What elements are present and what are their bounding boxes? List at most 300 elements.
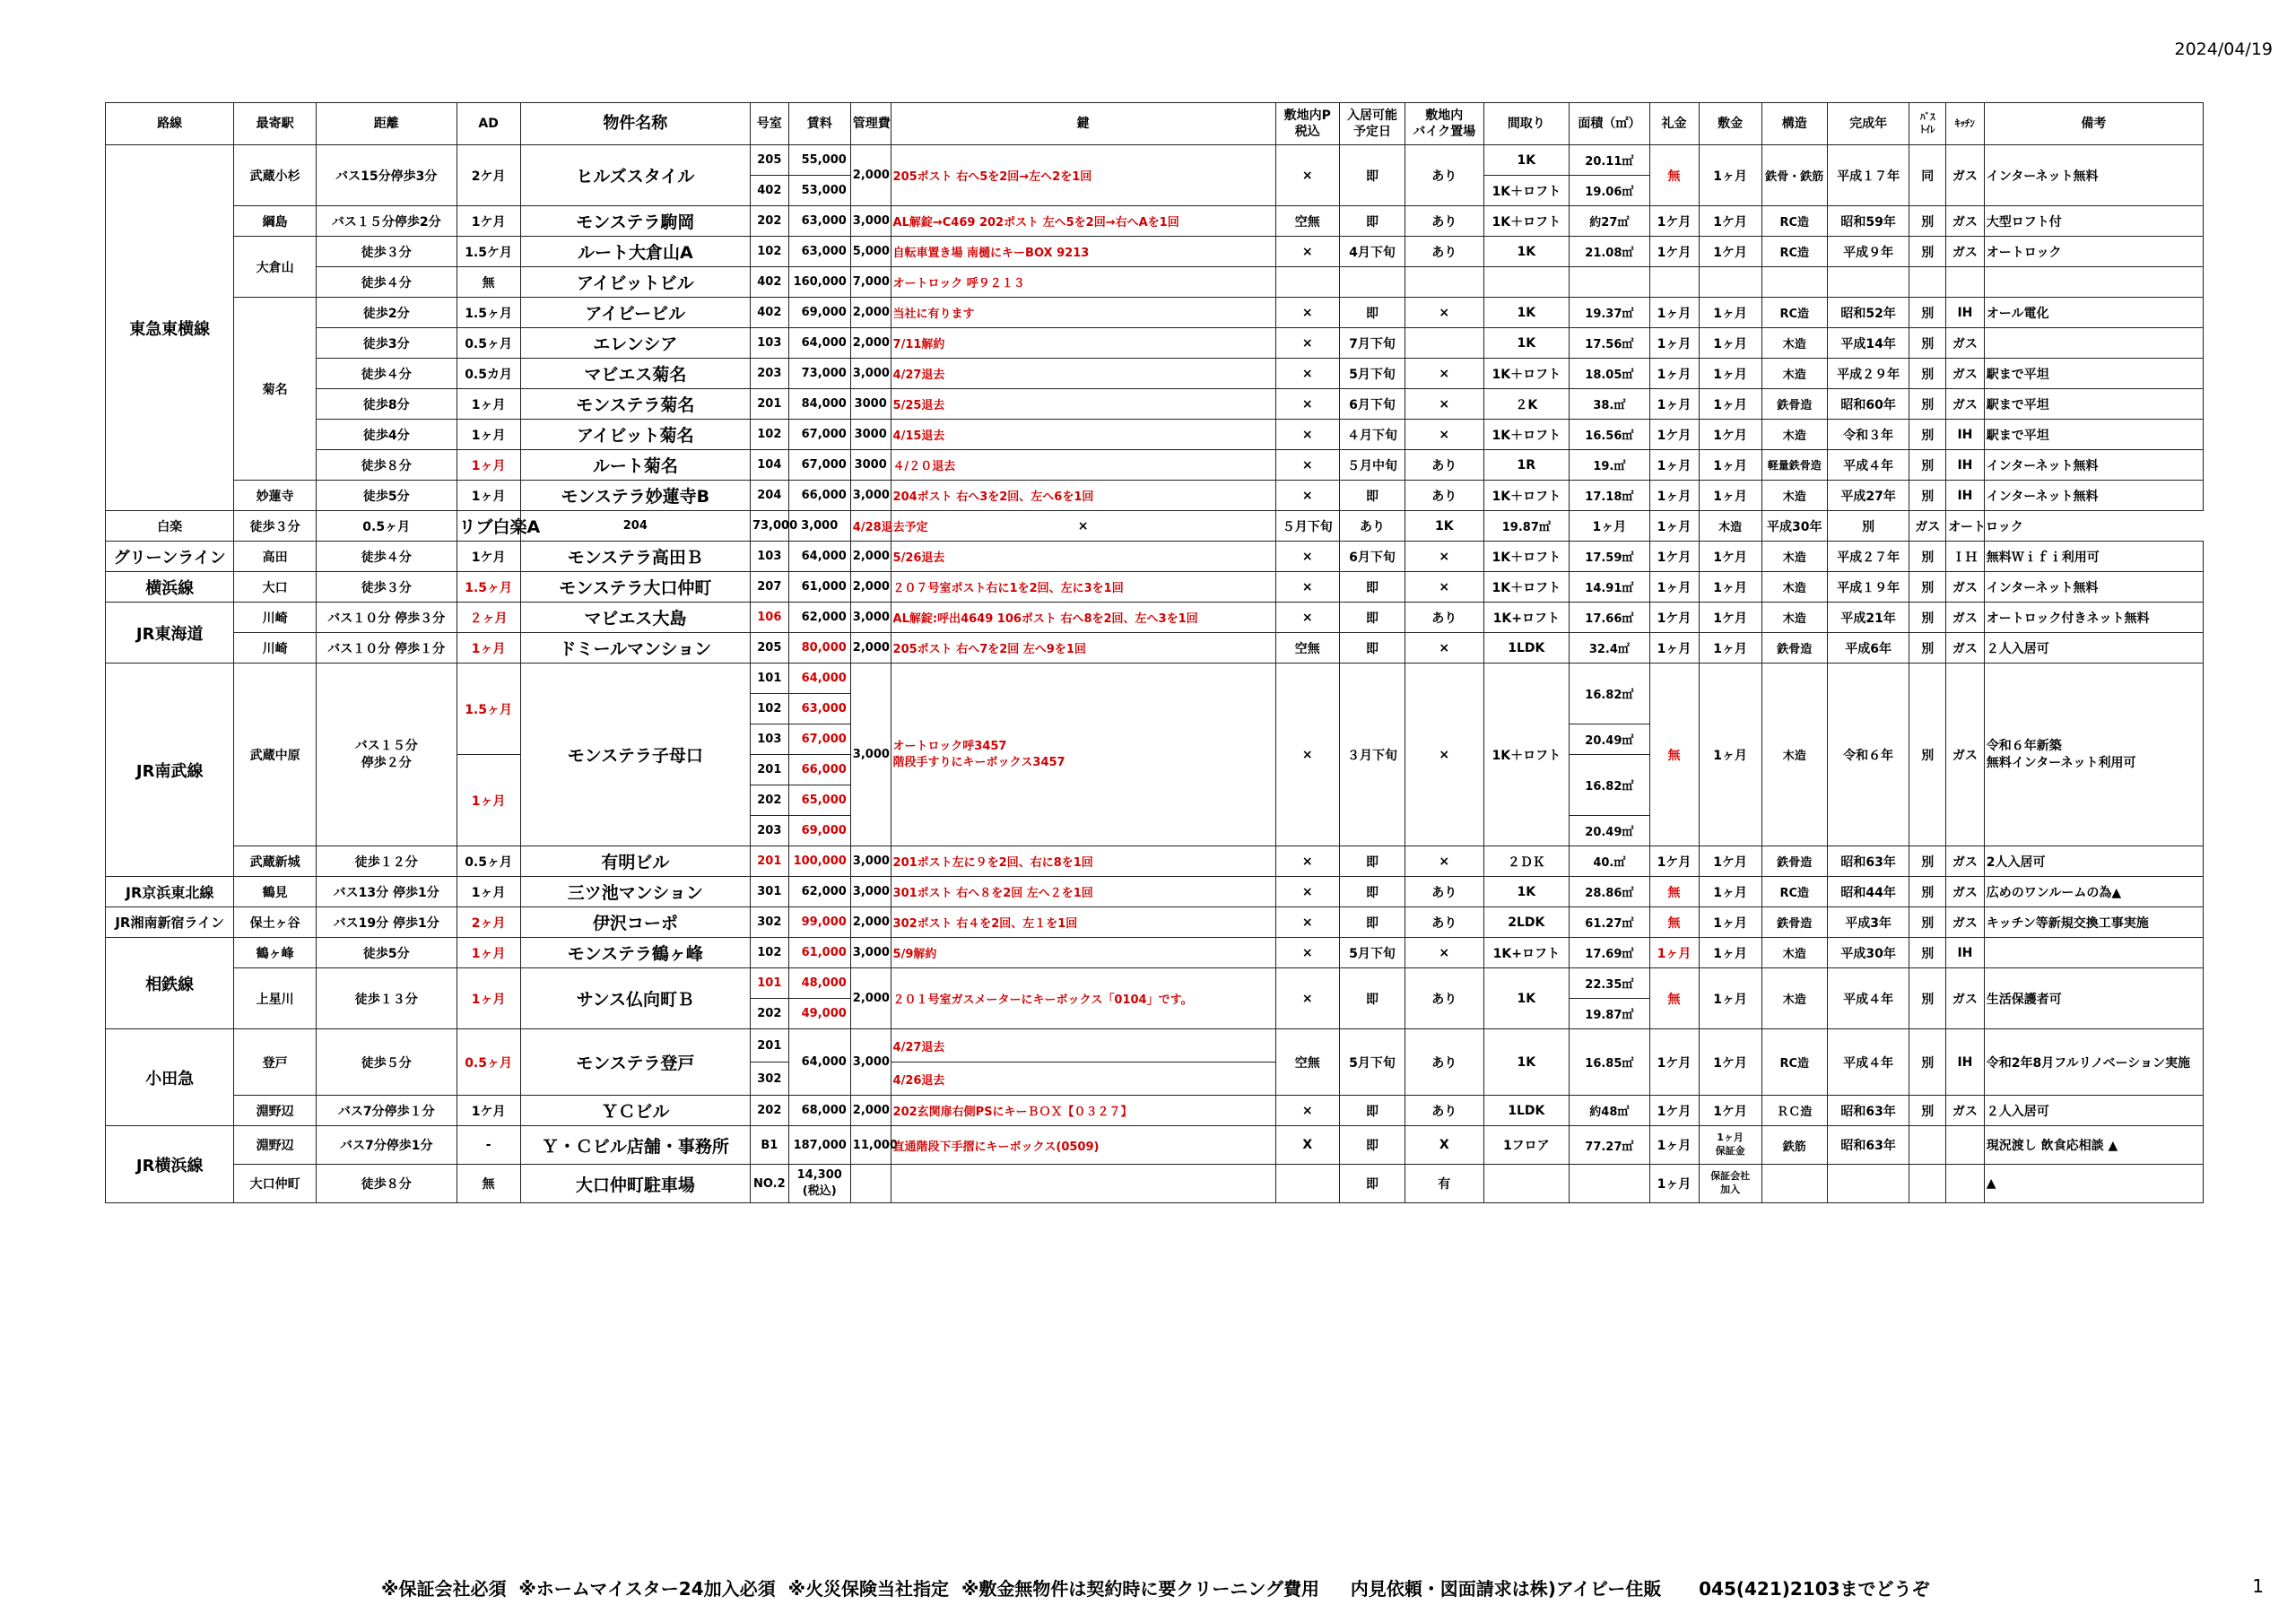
shikikin-cell: 1ヶ月 (1699, 298, 1761, 328)
reikin-cell: 1ケ月 (1649, 1096, 1699, 1126)
ad-cell: 1ヶ月 (457, 420, 520, 450)
movein-cell: 即 (1339, 603, 1405, 633)
shikikin-cell: 1ケ月 (1699, 1096, 1761, 1126)
area-cell: 22.35㎡ (1570, 968, 1649, 999)
kitchen-cell: ガス (1946, 603, 1985, 633)
station-cell: 鶴ヶ峰 (234, 938, 317, 968)
key-cell: 自転車置き場 南樋にキーBOX 9213 (891, 237, 1275, 267)
movein-cell: 5月下旬 (1339, 359, 1405, 389)
bike-cell: あり (1405, 1029, 1483, 1096)
area-cell: 19.㎡ (1570, 450, 1649, 481)
room-cell: 202 (750, 999, 788, 1029)
ad-cell: 1ヶ月 (457, 633, 520, 664)
rent-cell: 64,000 (788, 664, 850, 694)
remarks-cell: オール電化 (1984, 298, 2203, 328)
station-cell: 保土ヶ谷 (234, 907, 317, 938)
ad-cell: 0.5ヶ月 (457, 1029, 520, 1096)
header-shikikin: 敷金 (1699, 103, 1761, 145)
table-row (106, 481, 2204, 511)
distance-cell: バス15分停歩3分 (316, 145, 457, 206)
room-cell: 207 (750, 572, 788, 603)
reikin-cell: 1ヶ月 (1649, 938, 1699, 968)
reikin-cell: 無 (1649, 145, 1699, 206)
room-cell: 103 (750, 328, 788, 359)
ad-cell: 1ヶ月 (457, 968, 520, 1029)
station-cell: 登戸 (234, 1029, 317, 1096)
kitchen-cell: ＩＨ (1946, 542, 1985, 572)
bath-cell: 別 (1909, 359, 1946, 389)
layout-cell: 1K＋ロフト (1483, 176, 1570, 206)
built-cell: 令和６年 (1827, 664, 1909, 846)
bike-cell: × (1405, 420, 1483, 450)
bath-cell: 別 (1909, 664, 1946, 846)
reikin-cell: 1ヶ月 (1570, 511, 1649, 542)
layout-cell: 1K+ロフト (1483, 603, 1570, 633)
property-name: 有明ビル (520, 846, 750, 877)
shikikin-line-1: 1ヶ月 (1717, 1132, 1744, 1144)
area-cell: 16.82㎡ (1570, 664, 1649, 724)
room-cell: 103 (750, 724, 788, 755)
header-ad: AD (457, 103, 520, 145)
kitchen-cell: ガス (1946, 877, 1985, 907)
station-cell: 淵野辺 (234, 1126, 317, 1165)
parking-cell: × (1275, 359, 1339, 389)
ad-cell: 無 (457, 1165, 520, 1203)
key-cell: 5/25退去 (891, 389, 1275, 420)
layout-cell: 1K+ロフト (1483, 938, 1570, 968)
remarks-cell: ▲ (1984, 1165, 2203, 1203)
property-name: 三ツ池マンション (520, 877, 750, 907)
key-cell: 4/27退去 (891, 1029, 1275, 1063)
room-cell: 202 (750, 785, 788, 816)
shikikin-cell: 1ヶ月 (1649, 511, 1699, 542)
fee-cell: 2,000 (850, 633, 891, 664)
header-rent: 賃料 (788, 103, 850, 145)
distance-cell: バス13分 停歩1分 (316, 877, 457, 907)
room-cell: 103 (750, 542, 788, 572)
header-layout: 間取り (1483, 103, 1570, 145)
movein-cell: ４月下旬 (1339, 420, 1405, 450)
shikikin-cell (1699, 1165, 1761, 1203)
table-row (106, 206, 2204, 237)
bike-cell: あり (1405, 603, 1483, 633)
bath-cell (1909, 267, 1946, 298)
structure-cell: 鉄骨造 (1761, 389, 1827, 420)
parking-cell: × (1275, 877, 1339, 907)
rent-cell: 64,000 (788, 542, 850, 572)
header-structure: 構造 (1761, 103, 1827, 145)
area-cell (1570, 267, 1649, 298)
line-cell: JR東海道 (106, 603, 234, 664)
property-name: ドミールマンション (520, 633, 750, 664)
kitchen-cell: IH (1946, 1029, 1985, 1096)
layout-cell (1483, 267, 1570, 298)
room-cell: 102 (750, 694, 788, 724)
room-cell: 102 (750, 420, 788, 450)
layout-cell: ２K (1483, 389, 1570, 420)
property-name: ルート大倉山A (520, 237, 750, 267)
bike-cell: × (1405, 938, 1483, 968)
bike-cell: あり (1405, 968, 1483, 1029)
parking-cell: × (1275, 450, 1339, 481)
room-cell: 201 (750, 755, 788, 785)
distance-cell: バス7分停歩１分 (316, 1096, 457, 1126)
layout-cell: 1K＋ロフト (1483, 664, 1570, 846)
parking-cell: × (1275, 481, 1339, 511)
remarks-cell: 生活保護者可 (1984, 968, 2203, 1029)
station-cell: 武蔵新城 (234, 846, 317, 877)
reikin-cell: 1ケ月 (1649, 206, 1699, 237)
area-cell: 17.56㎡ (1570, 328, 1649, 359)
key-cell: ２０７号室ポスト右に1を2回、左に3を1回 (891, 572, 1275, 603)
movein-cell: 即 (1339, 206, 1405, 237)
bike-cell: × (1405, 298, 1483, 328)
area-cell: 20.49㎡ (1570, 724, 1649, 755)
rent-cell: 99,000 (788, 907, 850, 938)
header-bike (1405, 103, 1483, 145)
shikikin-cell: 1ヶ月 (1699, 481, 1761, 511)
kitchen-cell (1946, 1165, 1985, 1203)
movein-cell: 即 (1339, 1165, 1405, 1203)
property-name: モンステラ大口仲町 (520, 572, 750, 603)
movein-cell: 4月下旬 (1339, 237, 1405, 267)
layout-cell: 1K＋ロフト (1483, 359, 1570, 389)
table-row (106, 1029, 2204, 1063)
remarks-cell: 現況渡し 飲食応相談 ▲ (1984, 1126, 2203, 1165)
rent-cell: 63,000 (788, 694, 850, 724)
distance-cell (316, 664, 457, 846)
shikikin-cell: 1ケ月 (1699, 420, 1761, 450)
property-name: アイビービル (520, 298, 750, 328)
header-name: 物件名称 (520, 103, 750, 145)
fee-cell: 3,000 (850, 481, 891, 511)
room-cell: 203 (750, 359, 788, 389)
remarks-cell (1984, 664, 2203, 846)
key-cell: オートロック 呼９２１３ (891, 267, 1275, 298)
layout-cell: 1K (1483, 877, 1570, 907)
station-cell: 上星川 (234, 968, 317, 1029)
built-cell: 平成27年 (1827, 481, 1909, 511)
bike-cell: 有 (1405, 1165, 1483, 1203)
distance-cell: 徒歩１３分 (316, 968, 457, 1029)
rent-cell: 62,000 (788, 603, 850, 633)
parking-cell: × (1275, 664, 1339, 846)
built-cell (1827, 267, 1909, 298)
structure-cell: 鉄骨・鉄筋 (1761, 145, 1827, 206)
shikikin-cell: 1ケ月 (1699, 1029, 1761, 1096)
fee-cell: 3,000 (850, 877, 891, 907)
structure-cell: RC造 (1761, 1029, 1827, 1096)
line-cell: JR南武線 (106, 664, 234, 877)
distance-cell: 徒歩４分 (316, 542, 457, 572)
distance-cell: 徒歩5分 (316, 481, 457, 511)
built-cell: 平成30年 (1827, 938, 1909, 968)
rent-cell: 61,000 (788, 572, 850, 603)
distance-cell: 徒歩5分 (316, 938, 457, 968)
structure-cell: 木造 (1761, 328, 1827, 359)
header-kitchen: ｷｯﾁﾝ (1946, 103, 1985, 145)
ad-cell: 0.5カ月 (457, 359, 520, 389)
reikin-cell (1649, 267, 1699, 298)
distance-cell: 徒歩４分 (316, 359, 457, 389)
key-cell: 5/9解約 (891, 938, 1275, 968)
table-row (106, 572, 2204, 603)
ad-cell: 1ヶ月 (457, 481, 520, 511)
station-cell: 武蔵中原 (234, 664, 317, 846)
distance-cell: バス19分 停歩1分 (316, 907, 457, 938)
structure-cell: 木造 (1699, 511, 1761, 542)
movein-cell: ３月下旬 (1339, 664, 1405, 846)
property-list (105, 102, 2204, 1203)
header-area: 面積（㎡） (1570, 103, 1649, 145)
built-cell: 平成30年 (1761, 511, 1827, 542)
table-row (106, 267, 2204, 298)
bike-cell: × (1405, 542, 1483, 572)
fee-cell: 3000 (850, 450, 891, 481)
built-cell: 平成４年 (1827, 968, 1909, 1029)
bath-cell: 別 (1909, 938, 1946, 968)
built-cell: 昭和63年 (1827, 846, 1909, 877)
room-cell: 101 (750, 968, 788, 999)
ad-cell: 1ケ月 (457, 1096, 520, 1126)
parking-cell: × (1275, 907, 1339, 938)
movein-cell: ５月中旬 (1339, 450, 1405, 481)
rent-cell: 49,000 (788, 999, 850, 1029)
line-cell: 東急東横線 (106, 145, 234, 511)
area-cell: 16.82㎡ (1570, 755, 1649, 816)
header-parking-l2: 税込 (1294, 125, 1320, 139)
table-row (106, 450, 2204, 481)
kitchen-cell: IH (1946, 938, 1985, 968)
header-bath-l2: ﾄｲﾚ (1919, 124, 1935, 135)
shikikin-line-1: 保証会社 (1710, 1170, 1751, 1183)
built-cell: 平成１７年 (1827, 145, 1909, 206)
ad-cell: ２ヶ月 (457, 603, 520, 633)
room-cell: B1 (750, 1126, 788, 1165)
reikin-cell: 1ヶ月 (1649, 389, 1699, 420)
key-cell: 直通階段下手摺にキーボックス(0509) (891, 1126, 1275, 1165)
shikikin-cell: 1ヶ月 (1699, 572, 1761, 603)
built-cell: 平成２７年 (1827, 542, 1909, 572)
room-cell: 202 (750, 1096, 788, 1126)
structure-cell: 鉄筋 (1761, 1126, 1827, 1165)
room-cell: 101 (750, 664, 788, 694)
kitchen-cell: IH (1946, 481, 1985, 511)
distance-cell: バス１５分停歩2分 (316, 206, 457, 237)
layout-cell: 1K＋ロフト (1483, 420, 1570, 450)
bath-cell: 同 (1909, 145, 1946, 206)
area-cell: 約48㎡ (1570, 1096, 1649, 1126)
fee-cell: 3,000 (850, 603, 891, 633)
parking-cell: × (1275, 542, 1339, 572)
key-cell: 4/26退去 (891, 1063, 1275, 1096)
remarks-cell: オートロック付きネット無料 (1984, 603, 2203, 633)
area-cell: 19.37㎡ (1570, 298, 1649, 328)
parking-cell: 空無 (1275, 633, 1339, 664)
bath-cell: 別 (1909, 481, 1946, 511)
layout-cell: 1K (1483, 145, 1570, 176)
remarks-cell: 駅まで平坦 (1984, 389, 2203, 420)
header-row (106, 103, 2204, 145)
built-cell: 平成21年 (1827, 603, 1909, 633)
movein-cell (1339, 267, 1405, 298)
kitchen-cell: ガス (1946, 237, 1985, 267)
station-cell: 淵野辺 (234, 1096, 317, 1126)
rent-cell (788, 1165, 850, 1203)
structure-cell: RC造 (1761, 877, 1827, 907)
kitchen-cell: IH (1946, 298, 1985, 328)
footer-notes: ※保証会社必須 ※ホームマイスター24加入必須 ※火災保険当社指定 ※敷金無物件は契約時に要クリーニング費用 内見依頼・図面請求は株)アイビー住販 045(421)2103までどうぞ (381, 1578, 1930, 1600)
area-cell: 19.06㎡ (1570, 176, 1649, 206)
fee-cell: 3,000 (850, 206, 891, 237)
shikikin-cell: 1ヶ月 (1699, 877, 1761, 907)
remarks-cell: ２人入居可 (1984, 633, 2203, 664)
structure-cell: 木造 (1761, 664, 1827, 846)
distance-cell: 徒歩４分 (316, 267, 457, 298)
bath-cell: 別 (1909, 389, 1946, 420)
station-cell: 大口 (234, 572, 317, 603)
remarks-cell (1984, 938, 2203, 968)
fee-cell: 3,000 (850, 664, 891, 846)
bath-cell: 別 (1909, 846, 1946, 877)
property-name: アイビット菊名 (520, 420, 750, 450)
bike-cell: あり (1339, 511, 1405, 542)
built-cell: 平成２９年 (1827, 359, 1909, 389)
fee-cell: 2,000 (850, 328, 891, 359)
rent-cell: 63,000 (788, 237, 850, 267)
ad-cell: 1ヶ月 (457, 450, 520, 481)
key-cell: AL解錠→C469 202ポスト 左へ5を2回→右へAを1回 (891, 206, 1275, 237)
fee-cell: 2,000 (850, 907, 891, 938)
movein-cell: 即 (1339, 877, 1405, 907)
structure-cell: 木造 (1761, 603, 1827, 633)
bike-cell: X (1405, 1126, 1483, 1165)
table-row (106, 328, 2204, 359)
key-cell: 301ポスト 右へ８を2回 左へ２を1回 (891, 877, 1275, 907)
built-cell: 昭和60年 (1827, 389, 1909, 420)
distance-cell: 徒歩８分 (316, 1165, 457, 1203)
line-cell: JR横浜線 (106, 1126, 234, 1203)
remarks-cell: キッチン等新規交換工事実施 (1984, 907, 2203, 938)
bath-cell: 別 (1909, 1096, 1946, 1126)
bike-cell: × (1405, 572, 1483, 603)
remarks-cell: 2人入居可 (1984, 846, 2203, 877)
property-name: サンス仏向町Ｂ (520, 968, 750, 1029)
shikikin-cell: 1ヶ月 (1699, 938, 1761, 968)
built-cell: 昭和59年 (1827, 206, 1909, 237)
kitchen-cell: ガス (1946, 664, 1985, 846)
fee-cell: 3,000 (850, 938, 891, 968)
table-row (106, 389, 2204, 420)
table-row (106, 938, 2204, 968)
room-cell: NO.2 (750, 1165, 788, 1203)
ad-cell: - (457, 1126, 520, 1165)
distance-cell: 徒歩2分 (316, 298, 457, 328)
built-cell: 平成3年 (1827, 907, 1909, 938)
built-cell: 平成１９年 (1827, 572, 1909, 603)
distance-line-1: バス１５分 (354, 738, 418, 753)
structure-cell: 木造 (1761, 359, 1827, 389)
key-cell: 204ポスト 右へ3を2回、左へ6を1回 (891, 481, 1275, 511)
bike-cell: あり (1405, 877, 1483, 907)
key-cell: 205ポスト 右へ7を2回 左へ9を1回 (891, 633, 1275, 664)
table-row (106, 298, 2204, 328)
rent-cell: 69,000 (788, 816, 850, 846)
header-built: 完成年 (1827, 103, 1909, 145)
parking-cell: × (891, 511, 1275, 542)
key-cell: 201ポスト左に９を2回、右に8を1回 (891, 846, 1275, 877)
room-cell: 202 (750, 206, 788, 237)
table-row (106, 1165, 2204, 1203)
bath-cell: 別 (1909, 572, 1946, 603)
parking-cell: × (1275, 938, 1339, 968)
header-bike-l1: 敷地内 (1425, 108, 1464, 123)
shikikin-cell: 1ヶ月 (1699, 664, 1761, 846)
header-movein (1339, 103, 1405, 145)
structure-cell: RC造 (1761, 237, 1827, 267)
layout-cell: 1K＋ロフト (1483, 542, 1570, 572)
bike-cell: あり (1405, 1096, 1483, 1126)
room-cell: 402 (750, 267, 788, 298)
header-station: 最寄駅 (234, 103, 317, 145)
structure-cell (1761, 1165, 1827, 1203)
distance-cell: 徒歩５分 (316, 1029, 457, 1096)
property-name: ルート菊名 (520, 450, 750, 481)
remarks-cell: 広めのワンルームの為▲ (1984, 877, 2203, 907)
rent-cell: 73,000 (750, 511, 788, 542)
movein-cell: 即 (1339, 907, 1405, 938)
remarks-cell: 駅まで平坦 (1984, 359, 2203, 389)
table-row (106, 846, 2204, 877)
room-cell: 201 (750, 1029, 788, 1063)
distance-cell: バス１０分 停歩１分 (316, 633, 457, 664)
key-cell: 205ポスト 右へ5を2回→左へ2を1回 (891, 145, 1275, 206)
ad-cell: 1ケ月 (457, 542, 520, 572)
movein-cell: 5月下旬 (1339, 938, 1405, 968)
movein-cell: 即 (1339, 145, 1405, 206)
key-cell (891, 664, 1275, 846)
header-line: 路線 (106, 103, 234, 145)
property-name: モンステラ鶴ヶ峰 (520, 938, 750, 968)
room-cell: 302 (750, 907, 788, 938)
remarks-line-1: 令和６年新築 (1986, 738, 2062, 753)
structure-cell: 鉄骨造 (1761, 846, 1827, 877)
ad-cell: 1ヶ月 (457, 877, 520, 907)
bike-cell (1405, 267, 1483, 298)
header-bath (1909, 103, 1946, 145)
key-cell: 4/28退去予定 (850, 511, 891, 542)
built-cell: 昭和63年 (1827, 1126, 1909, 1165)
movein-cell: 即 (1339, 298, 1405, 328)
bike-cell: あり (1405, 206, 1483, 237)
property-name: アイビットビル (520, 267, 750, 298)
key-cell: ４/２０退去 (891, 450, 1275, 481)
room-cell: 201 (750, 846, 788, 877)
kitchen-cell: ガス (1946, 1096, 1985, 1126)
shikikin-cell: 1ヶ月 (1699, 968, 1761, 1029)
table-row (106, 968, 2204, 999)
remarks-cell: インターネット無料 (1984, 481, 2203, 511)
kitchen-cell: ガス (1946, 907, 1985, 938)
key-cell: ２０１号室ガスメーターにキーボックス「0104」です。 (891, 968, 1275, 1029)
kitchen-cell (1946, 267, 1985, 298)
movein-cell: ５月下旬 (1275, 511, 1339, 542)
page-number: 1 (2252, 1575, 2264, 1597)
bike-cell: あり (1405, 237, 1483, 267)
header-bath-l1: ﾊﾞｽ (1919, 110, 1935, 123)
structure-cell (1761, 267, 1827, 298)
table-row (106, 633, 2204, 664)
